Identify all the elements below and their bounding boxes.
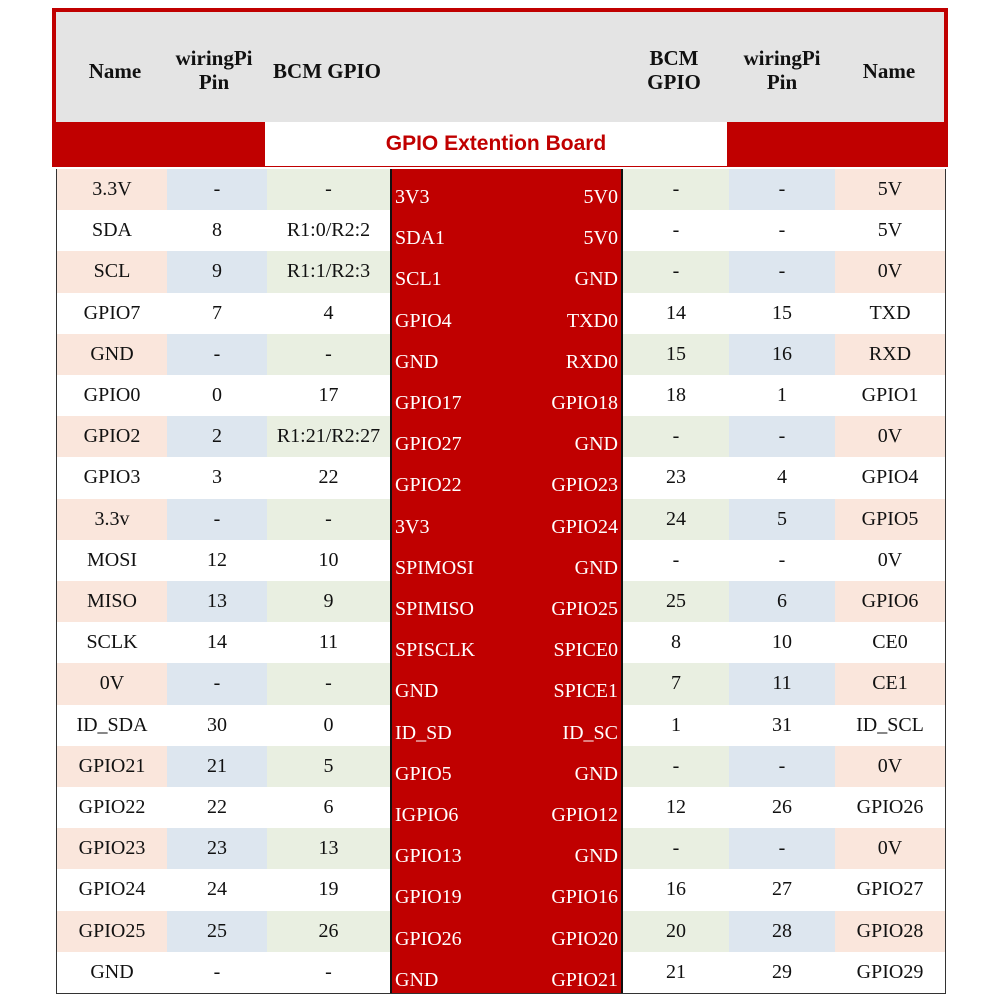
pin-label-left: GPIO26	[395, 927, 462, 950]
header-right-wiringpi: wiringPi Pin	[743, 46, 821, 94]
cell-l-wp: -	[167, 499, 267, 540]
pin-label-right: GND	[574, 762, 618, 785]
cell-l-bcm: -	[267, 169, 390, 210]
pin-label-right: GND	[574, 845, 618, 868]
cell-r-wp: 28	[729, 911, 835, 952]
pin-label-right: GND	[574, 433, 618, 456]
cell-r-bcm: -	[623, 251, 729, 292]
cell-l-bcm: 10	[318, 548, 339, 571]
cell-l-name: GPIO25	[57, 911, 167, 952]
cell-l-name: GPIO21	[57, 746, 167, 787]
cell-l-bcm: -	[267, 334, 390, 375]
cell-r-bcm: 15	[623, 334, 729, 375]
cell-r-name: GPIO6	[835, 581, 945, 622]
pin-label-right: GND	[574, 556, 618, 579]
cell-l-name: SCLK	[86, 631, 138, 654]
cell-r-bcm: 25	[623, 581, 729, 622]
cell-r-wp: 16	[729, 334, 835, 375]
cell-l-name: GND	[90, 960, 134, 983]
cell-l-wp: 2	[167, 416, 267, 457]
cell-l-bcm: 9	[267, 581, 390, 622]
cell-r-name: GPIO28	[835, 911, 945, 952]
cell-l-wp: 21	[167, 746, 267, 787]
cell-l-name: MISO	[57, 581, 167, 622]
cell-r-wp: -	[729, 828, 835, 869]
cell-l-name: GPIO24	[78, 878, 146, 901]
pin-label-left: GPIO19	[395, 886, 462, 909]
cell-r-bcm: 14	[666, 301, 686, 324]
pin-label-right: GPIO24	[551, 515, 618, 538]
pin-label-left: GPIO17	[395, 392, 462, 414]
cell-l-bcm: 11	[318, 631, 339, 654]
pin-label-right: RXD0	[565, 350, 618, 373]
cell-r-wp: 31	[772, 713, 792, 736]
cell-r-name: GPIO26	[856, 796, 924, 819]
cell-l-name: GPIO7	[83, 301, 141, 324]
cell-r-wp: 29	[772, 960, 792, 983]
column-header-bar	[56, 12, 944, 122]
pin-label-right: GPIO20	[551, 927, 618, 950]
pin-label-left: SPISCLK	[395, 639, 476, 662]
cell-r-name: 5V	[877, 219, 903, 242]
header-left-bcm: BCM GPIO	[273, 59, 381, 83]
cell-r-bcm: 8	[671, 631, 681, 654]
cell-r-wp: 26	[772, 796, 792, 819]
cell-r-name: ID_SCL	[856, 713, 924, 736]
pin-label-right: TXD0	[566, 309, 618, 332]
cell-l-bcm: 17	[318, 384, 339, 407]
cell-r-wp: 27	[772, 878, 792, 901]
cell-r-name: CE0	[872, 631, 908, 654]
cell-l-bcm: -	[267, 499, 390, 540]
board-title-banner: GPIO Extention Board	[265, 122, 727, 166]
cell-r-wp: -	[778, 548, 786, 571]
cell-l-name: GND	[57, 334, 167, 375]
pin-label-right: 5V0	[583, 186, 618, 208]
pin-label-left: GPIO13	[395, 845, 462, 868]
cell-r-name: GPIO4	[861, 466, 919, 489]
table-header	[52, 8, 948, 167]
cell-r-name: GPIO29	[856, 960, 924, 983]
pin-label-left: GPIO5	[395, 762, 452, 785]
cell-l-name: GPIO22	[78, 796, 146, 819]
cell-l-wp: 3	[212, 466, 222, 489]
pin-label-left: 3V3	[395, 515, 430, 538]
pin-label-right: GPIO23	[551, 474, 618, 497]
header-right-bcm: BCM GPIO	[647, 46, 701, 94]
cell-r-name: GPIO1	[861, 384, 919, 407]
pin-label-right: ID_SC	[562, 721, 618, 744]
cell-r-name: 0V	[835, 828, 945, 869]
cell-r-bcm: -	[672, 548, 680, 571]
pin-label-left: ID_SD	[395, 721, 452, 744]
cell-r-name: 0V	[835, 746, 945, 787]
cell-l-wp: -	[167, 334, 267, 375]
pin-label-left: IGPIO6	[395, 804, 459, 826]
pin-label-left: GPIO22	[395, 474, 462, 497]
cell-l-wp: -	[167, 663, 267, 704]
cell-r-wp: -	[729, 251, 835, 292]
cell-l-bcm: 0	[323, 713, 334, 736]
cell-r-wp: 4	[777, 466, 787, 489]
cell-r-bcm: 1	[671, 713, 681, 736]
cell-l-bcm: R1:1/R2:3	[267, 251, 390, 292]
cell-l-name: GPIO3	[83, 466, 141, 489]
header-left-name: Name	[88, 59, 142, 83]
pin-label-left: SPIMOSI	[395, 556, 474, 579]
cell-l-name: SDA	[91, 219, 132, 242]
cell-r-wp: 15	[772, 301, 792, 324]
cell-l-name: GPIO2	[57, 416, 167, 457]
cell-l-bcm: 19	[318, 878, 339, 901]
pin-label-right: GND	[574, 268, 618, 291]
cell-r-bcm: 24	[623, 499, 729, 540]
cell-r-wp: -	[729, 169, 835, 210]
cell-r-bcm: -	[623, 416, 729, 457]
pin-label-right: GPIO18	[551, 392, 618, 414]
pin-label-right: SPICE0	[553, 639, 618, 662]
cell-l-wp: 14	[207, 631, 227, 654]
cell-r-wp: -	[729, 746, 835, 787]
cell-l-name: GPIO0	[83, 384, 141, 407]
cell-r-name: RXD	[835, 334, 945, 375]
cell-l-bcm: 4	[323, 301, 334, 324]
pin-label-left: 3V3	[395, 186, 430, 208]
cell-l-name: 3.3V	[57, 169, 167, 210]
header-left-wiringpi: wiringPi Pin	[175, 46, 253, 94]
cell-l-name: ID_SDA	[76, 713, 148, 736]
cell-l-bcm: 26	[267, 911, 390, 952]
cell-l-wp: 25	[167, 911, 267, 952]
cell-l-name: 0V	[57, 663, 167, 704]
cell-l-wp: 23	[167, 828, 267, 869]
cell-r-wp: -	[729, 416, 835, 457]
cell-r-name: TXD	[869, 301, 911, 324]
cell-l-wp: 30	[207, 713, 227, 736]
cell-l-bcm: -	[325, 960, 332, 983]
pin-label-left: GND	[395, 350, 439, 373]
cell-r-name: 5V	[835, 169, 945, 210]
cell-r-bcm: 21	[666, 960, 686, 983]
cell-r-bcm: -	[623, 828, 729, 869]
cell-r-name: 0V	[877, 548, 903, 571]
cell-r-bcm: 12	[666, 796, 686, 819]
cell-r-wp: 5	[729, 499, 835, 540]
cell-l-bcm: R1:0/R2:2	[286, 219, 371, 242]
cell-l-wp: 13	[167, 581, 267, 622]
pin-label-right: 5V0	[583, 227, 618, 250]
pin-label-right: SPICE1	[553, 680, 618, 703]
cell-r-name: GPIO5	[835, 499, 945, 540]
cell-l-wp: 12	[207, 548, 227, 571]
pin-label-left: GPIO4	[395, 309, 452, 332]
cell-r-name: CE1	[835, 663, 945, 704]
cell-r-wp: -	[778, 219, 786, 242]
cell-r-bcm: 20	[623, 911, 729, 952]
cell-r-bcm: 16	[666, 878, 686, 901]
cell-l-bcm: 5	[267, 746, 390, 787]
pin-label-left: SDA1	[395, 227, 446, 250]
cell-r-name: GPIO27	[856, 878, 924, 901]
pin-label-left: GND	[395, 680, 439, 703]
cell-l-name: MOSI	[86, 548, 137, 571]
pin-label-left: GND	[395, 968, 439, 991]
cell-r-wp: 11	[729, 663, 835, 704]
cell-l-bcm: 22	[318, 466, 339, 489]
pin-label-right: GPIO25	[551, 598, 618, 620]
pinout-table	[56, 169, 946, 994]
header-right-name: Name	[862, 59, 916, 83]
cell-r-bcm: 7	[623, 663, 729, 704]
cell-l-wp: -	[167, 169, 267, 210]
cell-l-wp: 9	[167, 251, 267, 292]
pin-label-right: GPIO21	[551, 968, 618, 991]
cell-l-bcm: 13	[267, 828, 390, 869]
cell-l-name: GPIO23	[57, 828, 167, 869]
cell-l-name: SCL	[57, 251, 167, 292]
pin-label-right: GPIO16	[551, 886, 618, 909]
cell-l-wp: 24	[207, 878, 227, 901]
pin-label-left: SPIMISO	[395, 598, 474, 620]
cell-l-wp: -	[213, 960, 221, 983]
cell-r-wp: 10	[772, 631, 792, 654]
cell-r-bcm: -	[623, 169, 729, 210]
pin-label-left: SCL1	[395, 268, 442, 291]
cell-r-bcm: -	[672, 219, 680, 242]
cell-r-bcm: 23	[666, 466, 686, 489]
cell-l-bcm: 6	[323, 796, 334, 819]
cell-l-wp: 0	[212, 384, 222, 407]
cell-r-bcm: 18	[666, 384, 686, 407]
cell-r-bcm: -	[623, 746, 729, 787]
header-connector	[390, 169, 623, 993]
pin-label-left: GPIO27	[395, 433, 462, 456]
cell-l-wp: 22	[207, 796, 227, 819]
pin-label-right: GPIO12	[551, 804, 618, 826]
cell-r-name: 0V	[835, 251, 945, 292]
cell-l-bcm: -	[267, 663, 390, 704]
cell-r-wp: 1	[777, 384, 787, 407]
cell-l-bcm: R1:21/R2:27	[267, 416, 390, 457]
cell-l-wp: 7	[212, 301, 222, 324]
cell-l-wp: 8	[212, 219, 222, 242]
cell-r-name: 0V	[835, 416, 945, 457]
cell-r-wp: 6	[729, 581, 835, 622]
cell-l-name: 3.3v	[57, 499, 167, 540]
